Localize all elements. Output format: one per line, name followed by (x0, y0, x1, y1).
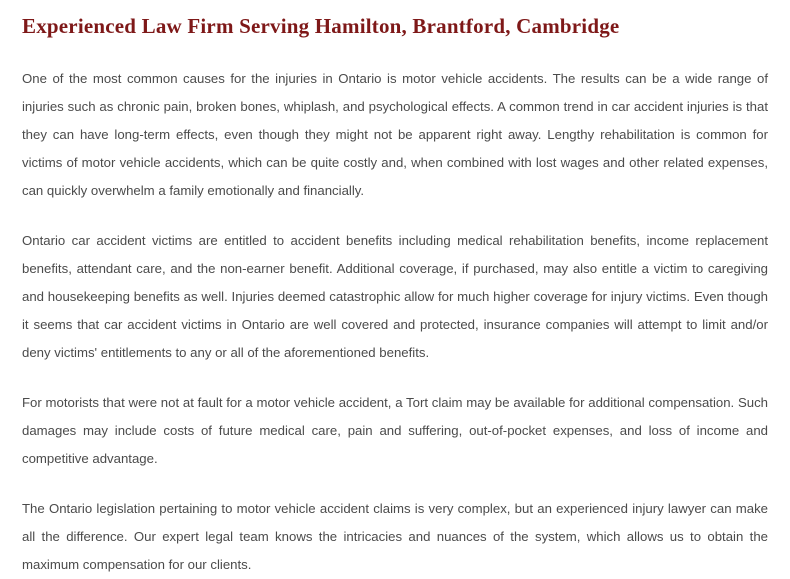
page-title: Experienced Law Firm Serving Hamilton, Brantford, Cambridge (22, 14, 620, 38)
paragraph: The Ontario legislation pertaining to motor vehicle accident claims is very complex, but an experienced injury lawyer can make all the difference. Our expert legal team knows the intricacies and nuances of the system, which allows us to obtain the maximum compensation for our clients. (22, 501, 768, 573)
paragraph: Ontario car accident victims are entitled to accident benefits including medical rehabilitation benefits, income replacement benefits, attendant care, and the non-earner benefit. Additional coverage, if purchased, may also entitle a victim to caregiving and housekeeping benefits as well. Injuries deemed catastrophic allow for much higher coverage for injury victims. Even though it seems that car accident victims in Ontario are well covered and protected, insurance companies will attempt to limit and/or deny victims' entitlements to any or all of the aforementioned benefits. (22, 233, 768, 361)
article-body (22, 65, 776, 579)
paragraph: One of the most common causes for the injuries in Ontario is motor vehicle accidents. The results can be a wide range of injuries such as chronic pain, broken bones, whiplash, and psychological effects. A common trend in car accident injuries is that they can have long-term effects, even though they might not be apparent right away. Lengthy rehabilitation is common for victims of motor vehicle accidents, which can be quite costly and, when combined with lost wages and other related expenses, can quickly overwhelm a family emotionally and financially. (22, 71, 768, 199)
paragraph: For motorists that were not at fault for a motor vehicle accident, a Tort claim may be available for additional compensation. Such damages may include costs of future medical care, pain and suffering, out-of-pocket expenses, and loss of income and competitive advantage. (22, 395, 768, 467)
